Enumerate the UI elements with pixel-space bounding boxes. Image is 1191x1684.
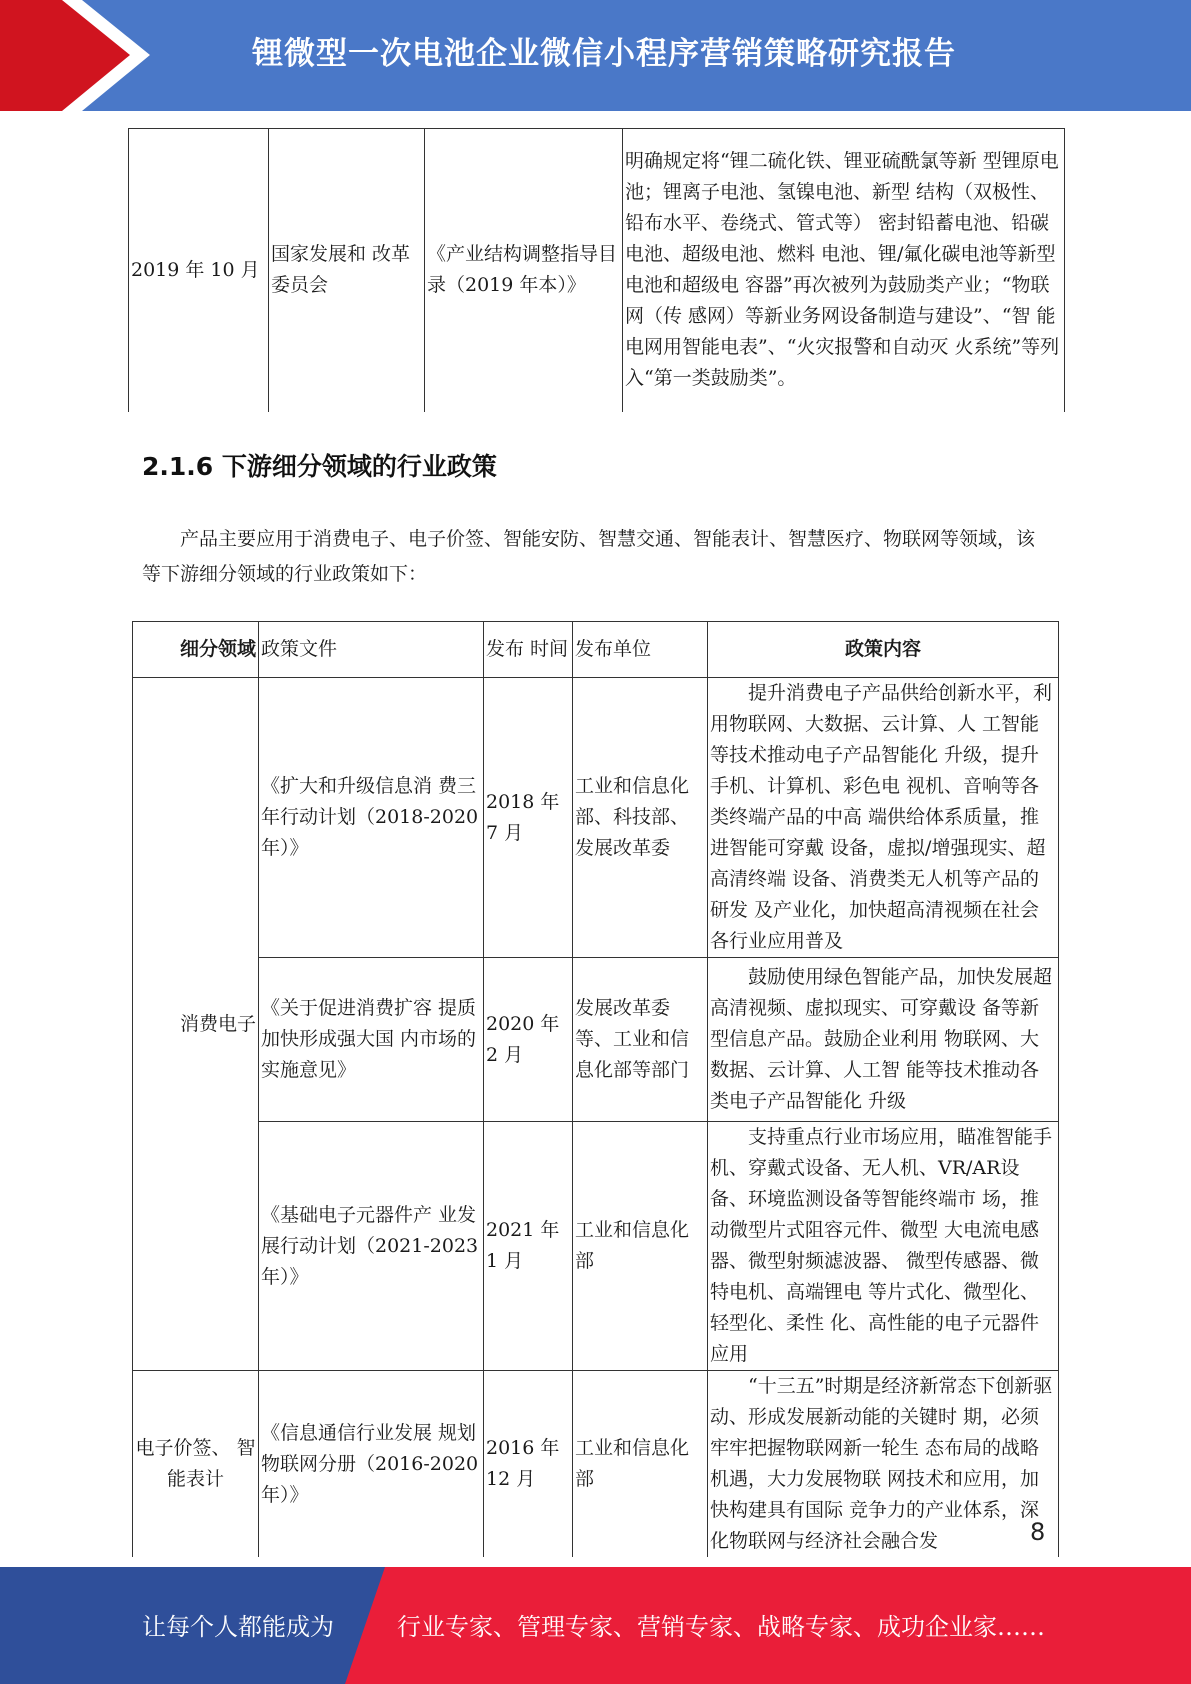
segment-esl-smart-meter: 电子价签、 智能表计: [133, 1371, 259, 1558]
page-footer: [0, 1567, 1191, 1684]
table-row: [133, 958, 1059, 1122]
header-document: 政策文件: [259, 622, 484, 678]
footer-slogan-left: 让每个人都能成为: [142, 1613, 334, 1641]
policy-content: 鼓励使用绿色智能产品，加快发展超高清视频、虚拟现实、可穿戴设 备等新型信息产品。鼓励企业利用 物联网、大数据、云计算、人工智 能等技术推动各类电子产品智能化 升级: [708, 958, 1059, 1122]
section-paragraph: 产品主要应用于消费电子、电子价签、智能安防、智慧交通、智能表计、智慧医疗、物联网等领域，该等下游细分领域的行业政策如下：: [142, 528, 1036, 585]
issuer: 发展改革委等、工业和信息化部等部门: [573, 958, 708, 1122]
table-row: [133, 678, 1059, 958]
policy-content: “十三五”时期是经济新常态下创新驱动、形成发展新动能的关键时 期，必须牢牢把握物联网新一轮生 态布局的战略机遇，大力发展物联 网技术和应用，加快构建具有国际 竞争力的产业体系，深化物联网与经济社会融合发: [708, 1371, 1059, 1558]
table-header-row: [133, 622, 1059, 678]
release-date: 2019 年 10 月: [129, 129, 269, 412]
footer-slogan-right: 行业专家、管理专家、营销专家、战略专家、成功企业家……: [397, 1613, 1045, 1641]
policy-table-continued: [128, 128, 1065, 412]
table-row: [133, 1122, 1059, 1371]
header-red-arrow: [0, 0, 150, 111]
policy-document: 《信息通信行业发展 规划物联网分册（2016-2020 年）》: [259, 1371, 484, 1558]
segment-consumer-electronics: 消费电子: [133, 678, 259, 1371]
release-time: 2021 年 1 月: [484, 1122, 573, 1371]
policy-content: 提升消费电子产品供给创新水平，利用物联网、大数据、云计算、人 工智能等技术推动电子产品智能化 升级，提升手机、计算机、彩色电 视机、音响等各类终端产品的中高 端供给体系质量，推进智能可穿戴 设备，虚拟/增强现实、超高清终端 设备、消费类无人机等产品的研发 及产业化，加快超高清视频在社会 各行业应用普及: [708, 678, 1059, 958]
header-segment: 细分领域: [133, 622, 259, 678]
page-number: 8: [1030, 1518, 1046, 1546]
table-row: [133, 1371, 1059, 1558]
release-time: 2018 年 7 月: [484, 678, 573, 958]
issuer: 国家发展和 改革委员会: [269, 129, 425, 412]
page-header: [0, 0, 1191, 111]
issuer: 工业和信息化部: [573, 1122, 708, 1371]
table-row: [129, 129, 1065, 412]
policy-document: 《基础电子元器件产 业发展行动计划（2021-2023 年）》: [259, 1122, 484, 1371]
policy-document: 《产业结构调整指导目录（2019 年本）》: [425, 129, 623, 412]
release-time: 2020 年 2 月: [484, 958, 573, 1122]
policy-document: 《扩大和升级信息消 费三年行动计划（2018-2020 年）》: [259, 678, 484, 958]
issuer: 工业和信息化部、科技部、发展改革委: [573, 678, 708, 958]
issuer: 工业和信息化部: [573, 1371, 708, 1558]
release-time: 2016 年 12 月: [484, 1371, 573, 1558]
header-unit: 发布单位: [573, 622, 708, 678]
policy-content: 明确规定将“锂二硫化铁、锂亚硫酰氯等新 型锂原电池；锂离子电池、氢镍电池、新型 结构（双极性、铅布水平、卷绕式、管式等） 密封铅蓄电池、铅碳电池、超级电池、燃料 电池、锂/氟化碳电池等新型电池和超级电 容器”再次被列为鼓励类产业；“物联网（传 感网）等新业务网设备制造与建设”、“智 能电网用智能电表”、“火灾报警和自动灭 火系统”等列入“第一类鼓励类”。: [623, 129, 1065, 412]
report-title: 锂微型一次电池企业微信小程序营销策略研究报告: [252, 36, 956, 72]
policy-document: 《关于促进消费扩容 提质加快形成强大国 内市场的实施意见》: [259, 958, 484, 1122]
section-heading: 2.1.6 下游细分领域的行业政策: [142, 452, 497, 481]
downstream-policy-table: [132, 621, 1059, 1557]
header-time: 发布 时间: [484, 622, 573, 678]
policy-content: 支持重点行业市场应用，瞄准智能手机、穿戴式设备、无人机、VR/AR设备、环境监测设备等智能终端市 场，推动微型片式阻容元件、微型 大电流电感器、微型射频滤波器、 微型传感器、微特电机、高端锂电 等片式化、微型化、轻型化、柔性 化、高性能的电子元器件应用: [708, 1122, 1059, 1371]
header-content: 政策内容: [708, 622, 1059, 678]
